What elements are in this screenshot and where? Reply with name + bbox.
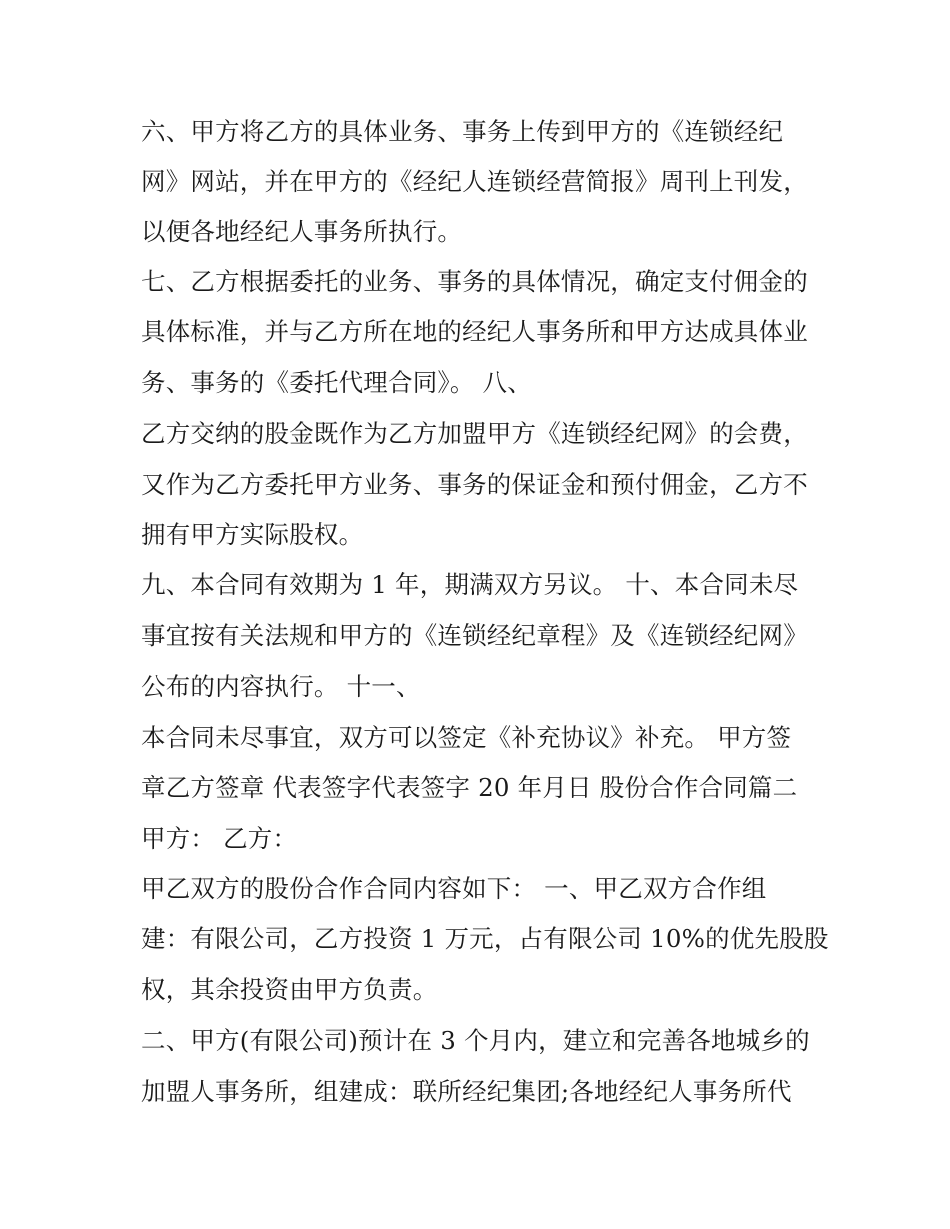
text-line: 六、甲方将乙方的具体业务、事务上传到甲方的《连锁经纪: [141, 117, 784, 146]
text-line: 以便各地经纪人事务所执行。: [141, 217, 463, 246]
text-line: 甲乙双方的股份合作合同内容如下： 一、甲乙双方合作组: [141, 874, 767, 903]
text-line: 事宜按有关法规和甲方的《连锁经纪章程》及《连锁经纪网》: [141, 621, 808, 650]
text-line: 公布的内容执行。 十一、: [141, 672, 421, 701]
text-line: 本合同未尽事宜，双方可以签定《补充协议》补充。 甲方签: [141, 723, 792, 752]
text-line: 加盟人事务所，组建成：联所经纪集团;各地经纪人事务所代: [141, 1077, 792, 1106]
text-line: 又作为乙方委托甲方业务、事务的保证金和预付佣金，乙方不: [141, 470, 808, 499]
text-line: 权，其余投资由甲方负责。: [141, 975, 438, 1004]
text-line: 二、甲方(有限公司)预计在 3 个月内，建立和完善各地城乡的: [141, 1026, 810, 1055]
text-line: 建：有限公司，乙方投资 1 万元，占有限公司 10%的优先股股: [141, 924, 829, 953]
text-line: 网》网站，并在甲方的《经纪人连锁经营简报》周刊上刊发，: [141, 167, 808, 196]
text-line: 乙方交纳的股金既作为乙方加盟甲方《连锁经纪网》的会费，: [141, 419, 808, 448]
text-line: 九、本合同有效期为 1 年，期满双方另议。 十、本合同未尽: [141, 570, 799, 599]
text-line: 七、乙方根据委托的业务、事务的具体情况，确定支付佣金的: [141, 267, 808, 296]
text-line: 具体标准，并与乙方所在地的经纪人事务所和甲方达成具体业: [141, 317, 808, 346]
text-line: 务、事务的《委托代理合同》。 八、: [141, 368, 532, 397]
text-line: 拥有甲方实际股权。: [141, 520, 364, 549]
text-line: 甲方： 乙方：: [141, 824, 298, 853]
text-line: 章乙方签章 代表签字代表签字 20 年月日 股份合作合同篇二: [141, 773, 798, 802]
